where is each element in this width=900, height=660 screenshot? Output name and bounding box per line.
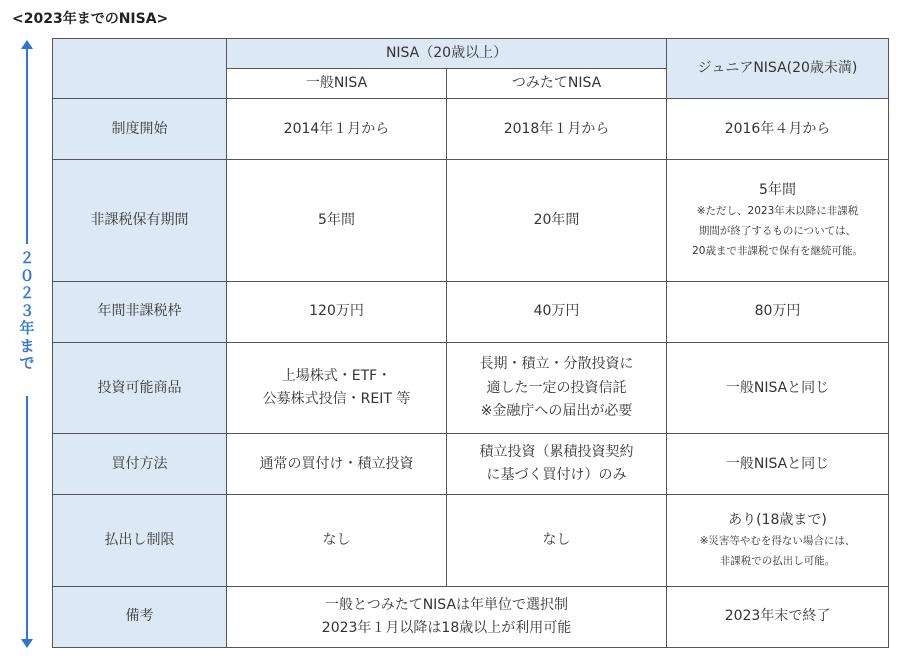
cell-junior: 2023年末で終了 xyxy=(667,586,889,647)
cell-main-text: あり(18歳まで) xyxy=(728,512,827,529)
row-label: 年間非課税枠 xyxy=(53,281,227,342)
cell-junior: 一般NISAと同じ xyxy=(667,342,889,433)
row-label: 非課税保有期間 xyxy=(53,160,227,281)
cell-line: に基づく買付け）のみ xyxy=(486,467,627,484)
cell-ippan: 5年間 xyxy=(227,160,447,281)
cell-tsumitate: 40万円 xyxy=(447,281,667,342)
table-corner xyxy=(53,39,227,99)
table-row xyxy=(53,495,889,586)
cell-junior: 2016年４月から xyxy=(667,99,889,160)
cell-ippan xyxy=(227,342,447,433)
row-label: 投資可能商品 xyxy=(53,342,227,433)
cell-note-line: 期間が終了するものについては、 xyxy=(698,225,857,238)
axis-line-bottom xyxy=(26,396,28,640)
cell-line: 積立投資（累積投資契約 xyxy=(479,444,634,461)
cell-tsumitate xyxy=(447,342,667,433)
period-axis xyxy=(12,40,42,648)
header-ippan-nisa: 一般NISA xyxy=(227,69,447,99)
cell-ippan: 通常の買付け・積立投資 xyxy=(227,434,447,495)
table-row xyxy=(53,342,889,433)
cell-tsumitate: なし xyxy=(447,495,667,586)
table-row xyxy=(53,160,889,281)
cell-ippan: 120万円 xyxy=(227,281,447,342)
cell-junior xyxy=(667,160,889,281)
cell-line: 長期・積立・分散投資に xyxy=(479,356,634,373)
cell-line: 上場株式・ETF・ xyxy=(281,368,392,384)
cell-tsumitate: 20年間 xyxy=(447,160,667,281)
cell-ippan: なし xyxy=(227,495,447,586)
cell-tsumitate: 2018年１月から xyxy=(447,99,667,160)
header-tsumitate-nisa: つみたてNISA xyxy=(447,69,667,99)
cell-junior: 80万円 xyxy=(667,281,889,342)
period-label: ２ ０ ２ ３ 年 ま で xyxy=(19,249,35,372)
cell-junior xyxy=(667,495,889,586)
cell-note-line: ※ただし、2023年末以降に非課税 xyxy=(696,205,859,218)
cell-note-line: ※災害等やむを得ない場合には、 xyxy=(699,535,856,548)
header-nisa-group: NISA（20歳以上） xyxy=(227,39,667,69)
cell-line: 適した一定の投資信託 xyxy=(486,379,627,396)
cell-note-line: 非課税での払出し可能。 xyxy=(719,555,836,568)
cell-merged-remarks xyxy=(227,586,667,647)
row-label: 買付方法 xyxy=(53,434,227,495)
page-title: <2023年までのNISA> xyxy=(12,11,169,27)
cell-note-line: 20歳まで非課税で保有を継続可能。 xyxy=(692,245,863,258)
arrow-down-icon xyxy=(21,639,33,648)
cell-line: 2023年１月以降は18歳以上が利用可能 xyxy=(321,619,572,636)
axis-line-top xyxy=(26,46,28,244)
cell-main-text: 5年間 xyxy=(759,182,796,199)
table-row xyxy=(53,281,889,342)
header-junior-nisa: ジュニアNISA(20歳未満) xyxy=(667,39,889,99)
table-row xyxy=(53,99,889,160)
row-label: 制度開始 xyxy=(53,99,227,160)
table-row xyxy=(53,434,889,495)
table-row xyxy=(53,586,889,647)
cell-junior: 一般NISAと同じ xyxy=(667,434,889,495)
nisa-comparison-table xyxy=(52,38,889,648)
row-label: 払出し制限 xyxy=(53,495,227,586)
cell-ippan: 2014年１月から xyxy=(227,99,447,160)
cell-line: ※金融庁への届出が必要 xyxy=(480,402,633,419)
cell-tsumitate xyxy=(447,434,667,495)
cell-line: 一般とつみたてNISAは年単位で選択制 xyxy=(324,596,569,613)
row-label: 備考 xyxy=(53,586,227,647)
cell-line: 公募株式投信・REIT 等 xyxy=(262,391,411,408)
